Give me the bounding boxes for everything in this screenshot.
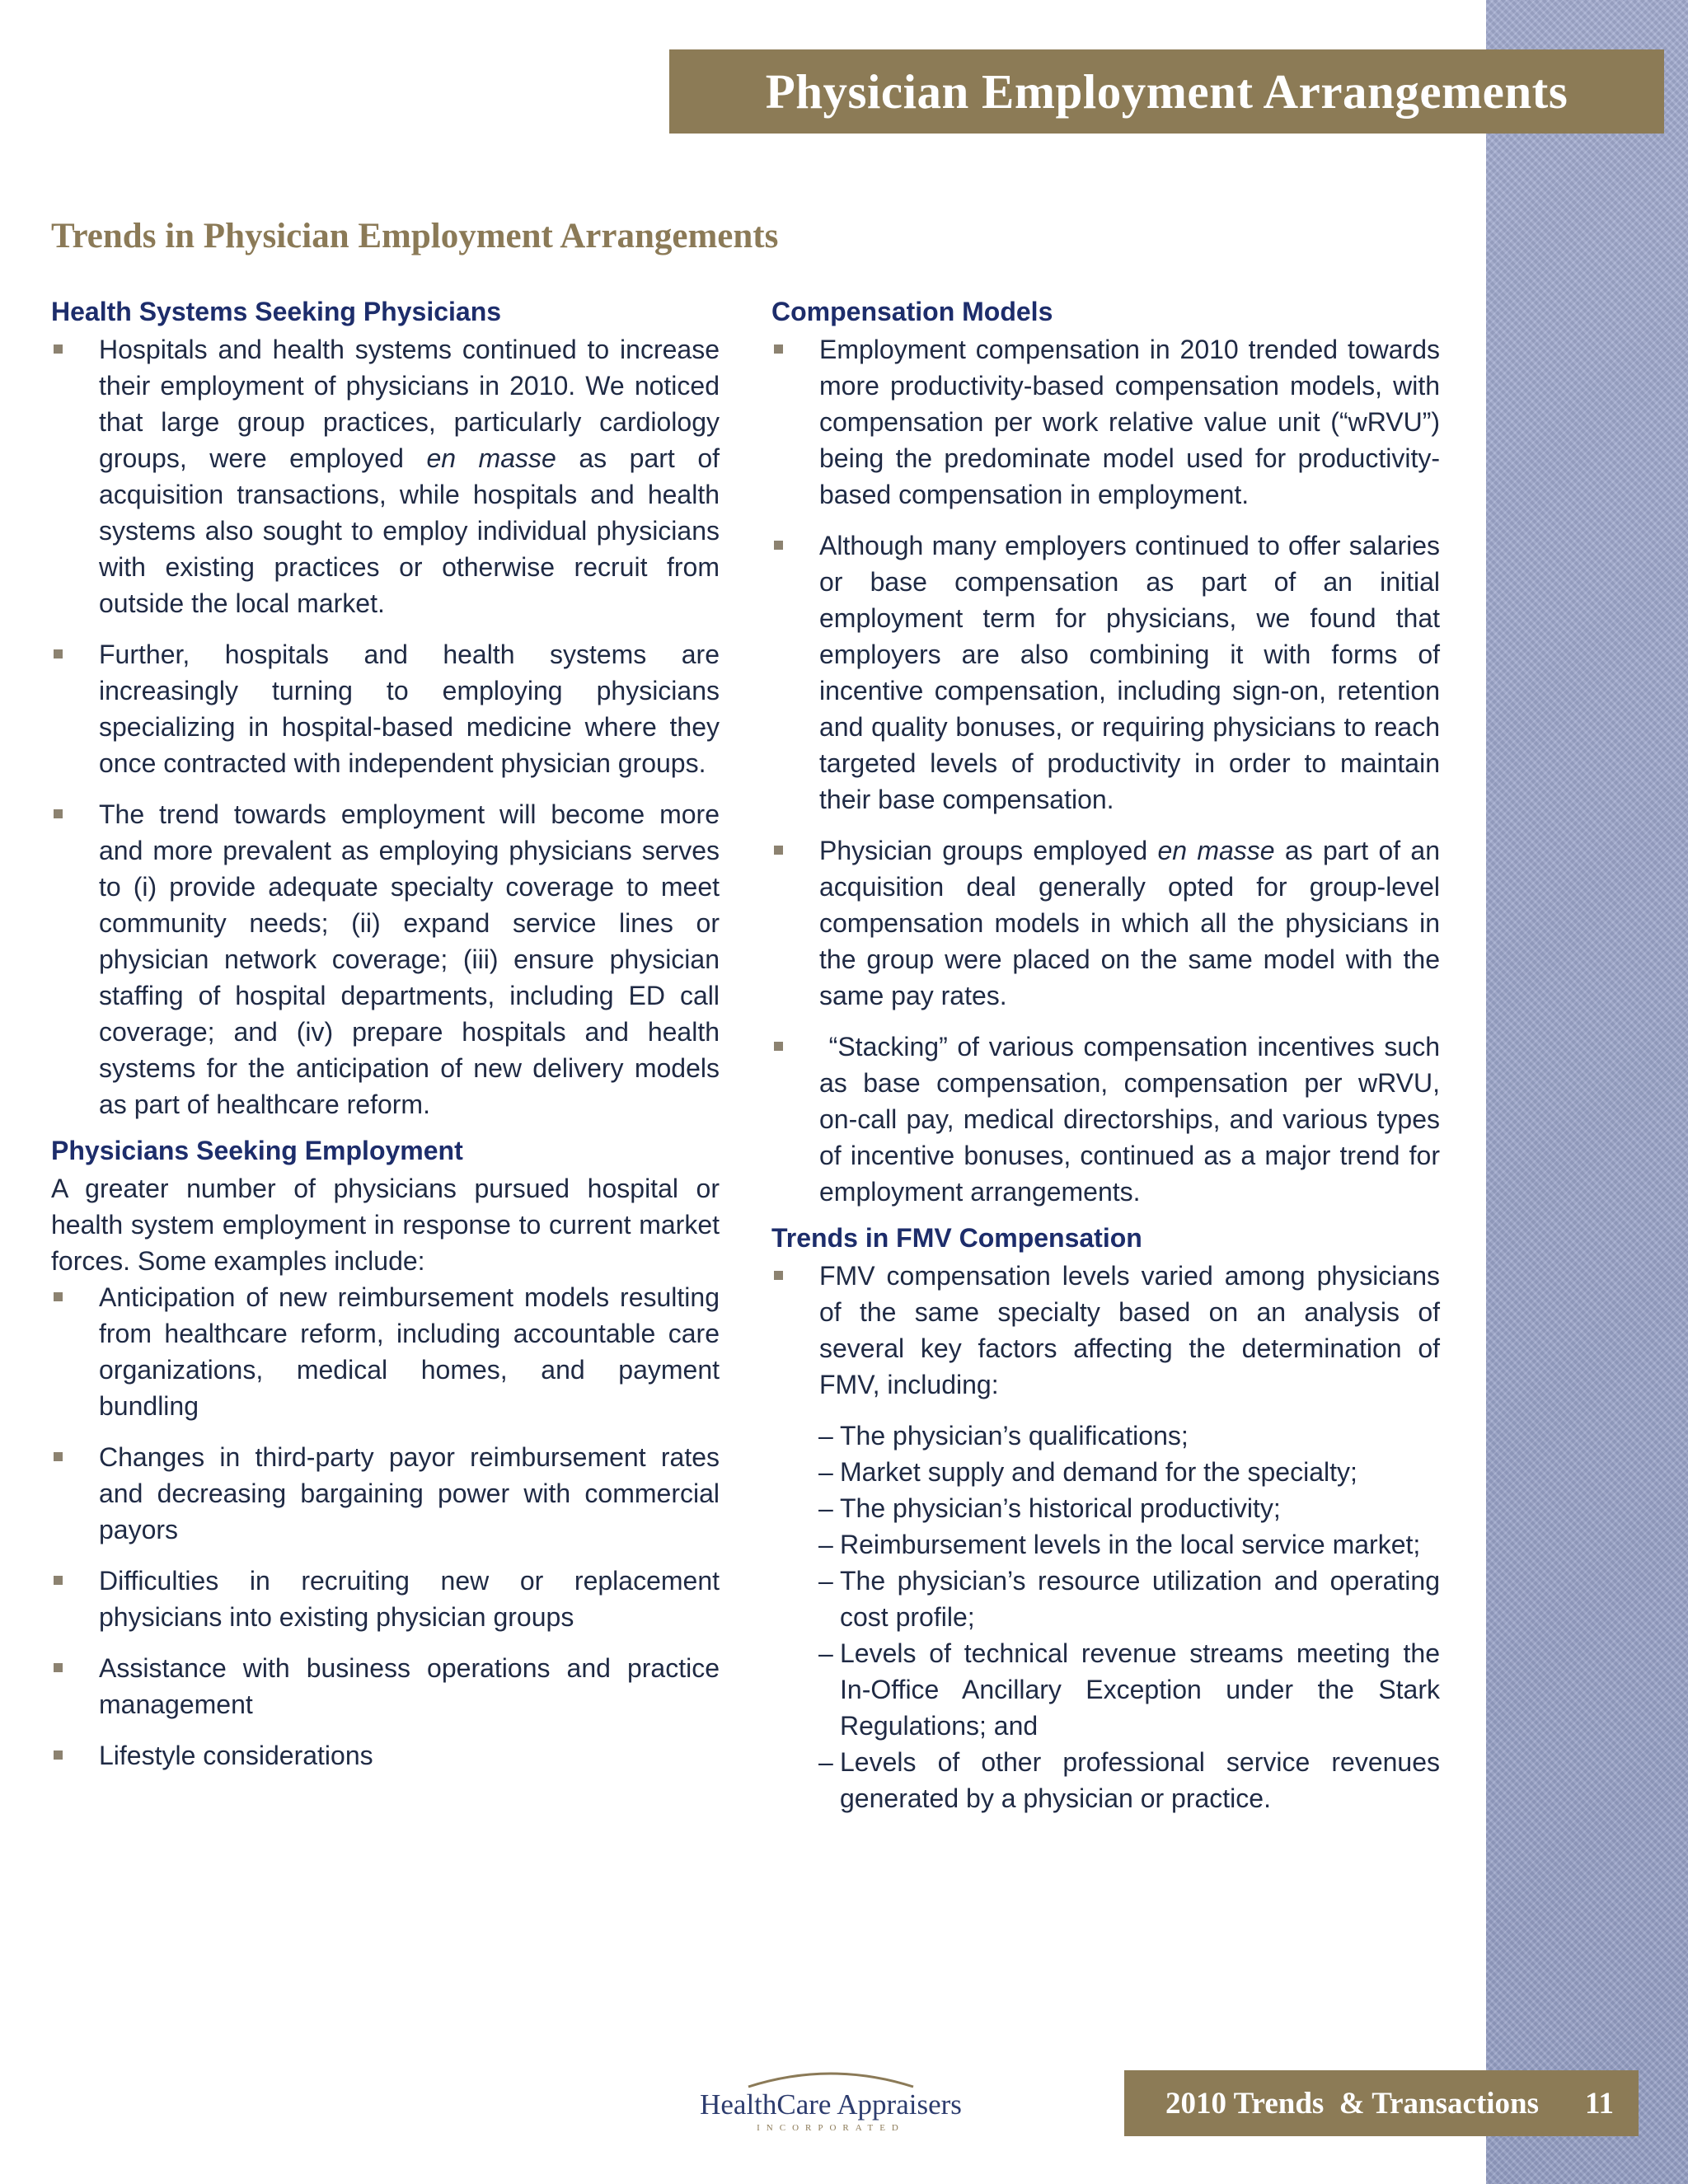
fmv-factors-list xyxy=(818,1418,1440,1816)
dash-bullet-icon: – xyxy=(818,1493,833,1523)
list-item xyxy=(51,636,720,781)
list-item xyxy=(818,1635,1440,1744)
dash-bullet-icon: – xyxy=(818,1530,833,1559)
dash-bullet-icon: – xyxy=(818,1421,833,1451)
bullet-text: Employment compensation in 2010 trended towards more productivity-based compensation models, with compensation per work relative value unit (“wRVU”) being the predominate model used for productivity-based compensation in employment. xyxy=(819,335,1440,509)
square-bullet-icon xyxy=(54,1750,63,1760)
list-item xyxy=(771,527,1440,818)
left-column xyxy=(51,293,720,1788)
logo-arc-icon xyxy=(691,2065,971,2090)
square-bullet-icon xyxy=(54,1292,63,1301)
bullet-text: as part of acquisition transactions, while hospitals and health systems also sought to employ individual physicians with existing practices or otherwise recruit from outside the local market. xyxy=(99,443,720,618)
bullet-text: as part of an acquisition deal generally opted for group-level compensation models in which all the physicians in the group were placed on the same model with the same pay rates. xyxy=(819,836,1441,1010)
header-banner xyxy=(669,49,1664,134)
square-bullet-icon xyxy=(54,809,63,818)
list-item xyxy=(51,1279,720,1424)
list-item xyxy=(771,331,1440,513)
footer-banner xyxy=(1124,2070,1639,2136)
factor-text: Reimbursement levels in the local service market; xyxy=(840,1530,1421,1559)
company-logo xyxy=(691,2065,971,2138)
health-systems-list xyxy=(51,331,720,1122)
list-item xyxy=(51,1737,720,1774)
square-bullet-icon xyxy=(774,1271,783,1280)
list-item xyxy=(818,1563,1440,1635)
dash-bullet-icon: – xyxy=(818,1747,833,1777)
page-number: 11 xyxy=(1585,2086,1614,2121)
factor-text: Levels of other professional service revenues generated by a physician or practice. xyxy=(840,1747,1440,1813)
dash-bullet-icon: – xyxy=(818,1638,833,1668)
factor-text: The physician’s historical productivity; xyxy=(840,1493,1281,1523)
list-item xyxy=(51,1650,720,1722)
factor-text: Market supply and demand for the specialty; xyxy=(840,1457,1357,1487)
publication-title: 2010 Trends & Transactions xyxy=(1165,2086,1540,2121)
emphasis-text: en masse xyxy=(426,443,556,473)
page-title: Physician Employment Arrangements xyxy=(765,63,1568,119)
compensation-models-list xyxy=(771,331,1447,1210)
square-bullet-icon xyxy=(54,1576,63,1585)
right-column xyxy=(771,293,1447,1816)
factor-text: Levels of technical revenue streams meeting the In-Office Ancillary Exception under the Stark Regulations; and xyxy=(840,1638,1440,1741)
square-bullet-icon xyxy=(54,344,63,354)
logo-text: HealthCare Appraisers xyxy=(700,2088,962,2121)
logo-subtext: INCORPORATED xyxy=(757,2123,905,2133)
emphasis-text: en masse xyxy=(1157,836,1275,865)
list-item xyxy=(51,1563,720,1635)
list-item xyxy=(818,1418,1440,1454)
list-item xyxy=(51,796,720,1122)
list-item xyxy=(771,1029,1447,1210)
bullet-text: Changes in third-party payor reimbursement rates and decreasing bargaining power with commercial payors xyxy=(99,1442,720,1544)
list-item xyxy=(818,1744,1440,1816)
bullet-text: Further, hospitals and health systems are increasingly turning to employing physicians specializing in hospital-based medicine where they once contracted with independent physician groups. xyxy=(99,640,720,778)
square-bullet-icon xyxy=(774,846,783,855)
bullet-text: “Stacking” of various compensation incentives such as base compensation, compensation per wRVU, on-call pay, medical directorships, and various types of incentive bonuses, continued as a major trend for employment arrangements. xyxy=(819,1032,1447,1207)
list-item xyxy=(818,1490,1440,1526)
square-bullet-icon xyxy=(54,1663,63,1672)
factor-text: The physician’s resource utilization and operating cost profile; xyxy=(840,1566,1440,1632)
dash-bullet-icon: – xyxy=(818,1566,833,1596)
bullet-text: Assistance with business operations and practice management xyxy=(99,1653,720,1719)
list-item xyxy=(818,1526,1440,1563)
subheading-physicians-seeking: Physicians Seeking Employment xyxy=(51,1136,463,1165)
bullet-text: Hospitals and health systems continued to increase their employment of physicians in 2010. We noticed that large group practices, particularly cardiology groups, were employed xyxy=(99,335,720,473)
bullet-text: Difficulties in recruiting new or replacement physicians into existing physician groups xyxy=(99,1566,720,1632)
list-item xyxy=(51,331,720,621)
subheading-health-systems: Health Systems Seeking Physicians xyxy=(51,297,502,326)
list-item xyxy=(818,1454,1440,1490)
examples-list xyxy=(51,1279,720,1774)
square-bullet-icon xyxy=(774,1042,783,1051)
bullet-text: The trend towards employment will become more and more prevalent as employing physicians serves to (i) provide adequate specialty coverage to meet community needs; (ii) expand service lines or physician network coverage; (iii) ensure physician staffing of hospital departments, including ED call coverage; and (iv) prepare hospitals and health systems for the anticipation of new delivery models as part of healthcare reform. xyxy=(99,799,720,1119)
bullet-text: Lifestyle considerations xyxy=(99,1741,373,1770)
square-bullet-icon xyxy=(54,1452,63,1461)
square-bullet-icon xyxy=(774,344,783,354)
dash-bullet-icon: – xyxy=(818,1457,833,1487)
decorative-side-strip xyxy=(1486,0,1688,2184)
intro-paragraph: A greater number of physicians pursued hospital or health system employment in response to current market forces. Some examples include: xyxy=(51,1174,720,1276)
square-bullet-icon xyxy=(774,541,783,550)
factor-text: The physician’s qualifications; xyxy=(840,1421,1189,1451)
fmv-list xyxy=(771,1258,1440,1403)
bullet-text: FMV compensation levels varied among physicians of the same specialty based on an analysis of several key factors affecting the determination of FMV, including: xyxy=(819,1261,1440,1399)
subheading-fmv-trends: Trends in FMV Compensation xyxy=(771,1223,1142,1253)
section-title: Trends in Physician Employment Arrangements xyxy=(51,217,779,255)
list-item xyxy=(771,832,1440,1014)
bullet-text: Although many employers continued to offer salaries or base compensation as part of an initial employment term for physicians, we found that employers are also combining it with forms of incentive compensation, including sign-on, retention and quality bonuses, or requiring physicians to reach targeted levels of productivity in order to maintain their base compensation. xyxy=(819,531,1440,814)
bullet-text: Physician groups employed xyxy=(819,836,1158,865)
list-item xyxy=(51,1439,720,1548)
square-bullet-icon xyxy=(54,649,63,658)
bullet-text: Anticipation of new reimbursement models resulting from healthcare reform, including accountable care organizations, medical homes, and payment bundling xyxy=(99,1282,720,1421)
list-item xyxy=(771,1258,1440,1403)
subheading-compensation-models: Compensation Models xyxy=(771,297,1053,326)
